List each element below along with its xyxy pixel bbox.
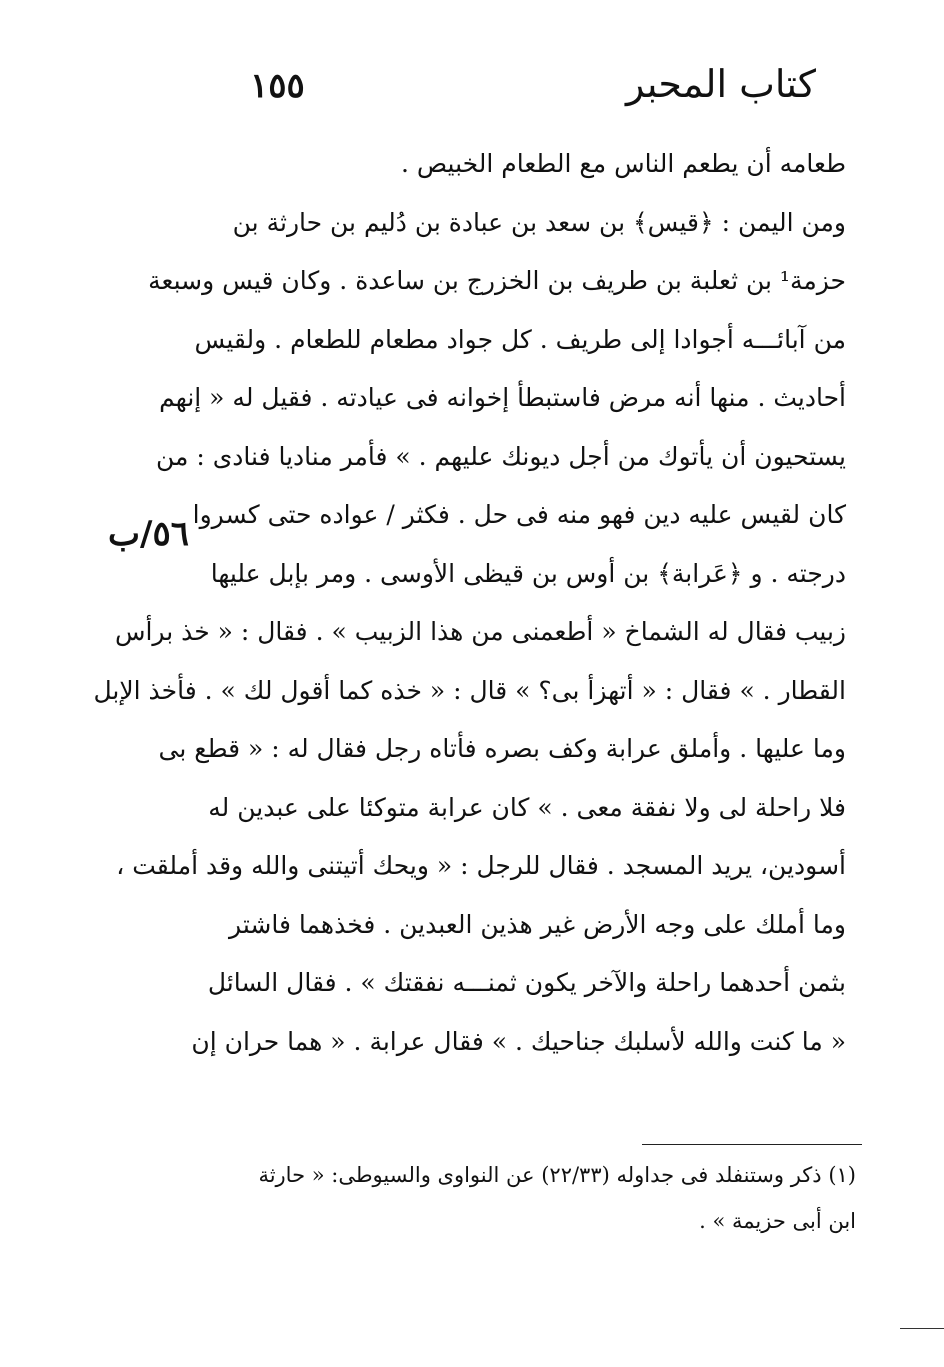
body-line: فلا راحلة لى ولا نفقة معى . » كان عرابة متوكئا على عبدين له [208, 792, 846, 822]
footnote-divider [642, 1144, 862, 1145]
body-line: ومن اليمن : ﴿قيس﴾ بن سعد بن عبادة بن دُليم بن حارثة بن [232, 207, 846, 237]
footnotes [196, 1152, 856, 1244]
footnote-line: (١) ذكر وستنفلد فى جداوله (٢٢/٣٣) عن النواوى والسيوطى: « حارثة [258, 1163, 856, 1187]
body-line: « ما كنت والله لأسلبك جناحيك . » فقال عرابة . « هما حران إن [191, 1026, 846, 1056]
body-line: وما أملك على وجه الأرض غير هذين العبدين . فخذهما فاشتر [229, 909, 846, 939]
body-line: زبيب فقال له الشماخ « أطعمنى من هذا الزبيب » . فقال : « خذ برأس [114, 617, 846, 646]
body-line: من آبائـــه أجوادا إلى طريف . كل جواد مطعام للطعام . ولقيس [194, 324, 846, 354]
body-line: أحاديث . منها أنه مرض فاستبطأ إخوانه فى عيادته . فقيل له « إنهم [159, 383, 846, 412]
body-line: وما عليها . وأملق عرابة وكف بصره فأتاه رجل فقال له : « قطع بى [158, 734, 846, 763]
body-line: حزمة¹ بن ثعلبة بن طريف بن الخزرج بن ساعدة . وكان قيس وسبعة [148, 266, 846, 295]
footnote-line: ابن أبى حزيمة » . [699, 1209, 856, 1233]
page-edge-mark [900, 1328, 944, 1329]
body-line: طعامه أن يطعم الناس مع الطعام الخبيص . [401, 149, 846, 178]
body-line: درجته . و ﴿عَرابة﴾ بن أوس بن قيظى الأوسى . ومر بإبل عليها [210, 558, 846, 588]
body-line: يستحيون أن يأتوك من أجل ديونك عليهم . » فأمر مناديا فنادى : من [155, 441, 846, 471]
body-line: بثمن أحدهما راحلة والآخر يكون ثمنـــه نفقتك » . فقال السائل [207, 968, 846, 997]
body-line: كان لقيس عليه دين فهو منه فى حل . فكثر / عواده حتى كسروا [192, 500, 846, 529]
margin-folio-note: ٥٦/ب [108, 514, 189, 554]
body-line: القطار . » فقال : « أتهزأ بى؟ » قال : « خذه كما أقول لك » . فأخذ الإبل [93, 675, 846, 705]
body-line: أسودين، يريد المسجد . فقال للرجل : « ويحك أتيتنى والله وقد أملقت ، [116, 851, 846, 880]
page-number: ١٥٥ [250, 66, 305, 106]
book-title: كتاب المحبر [625, 62, 816, 106]
